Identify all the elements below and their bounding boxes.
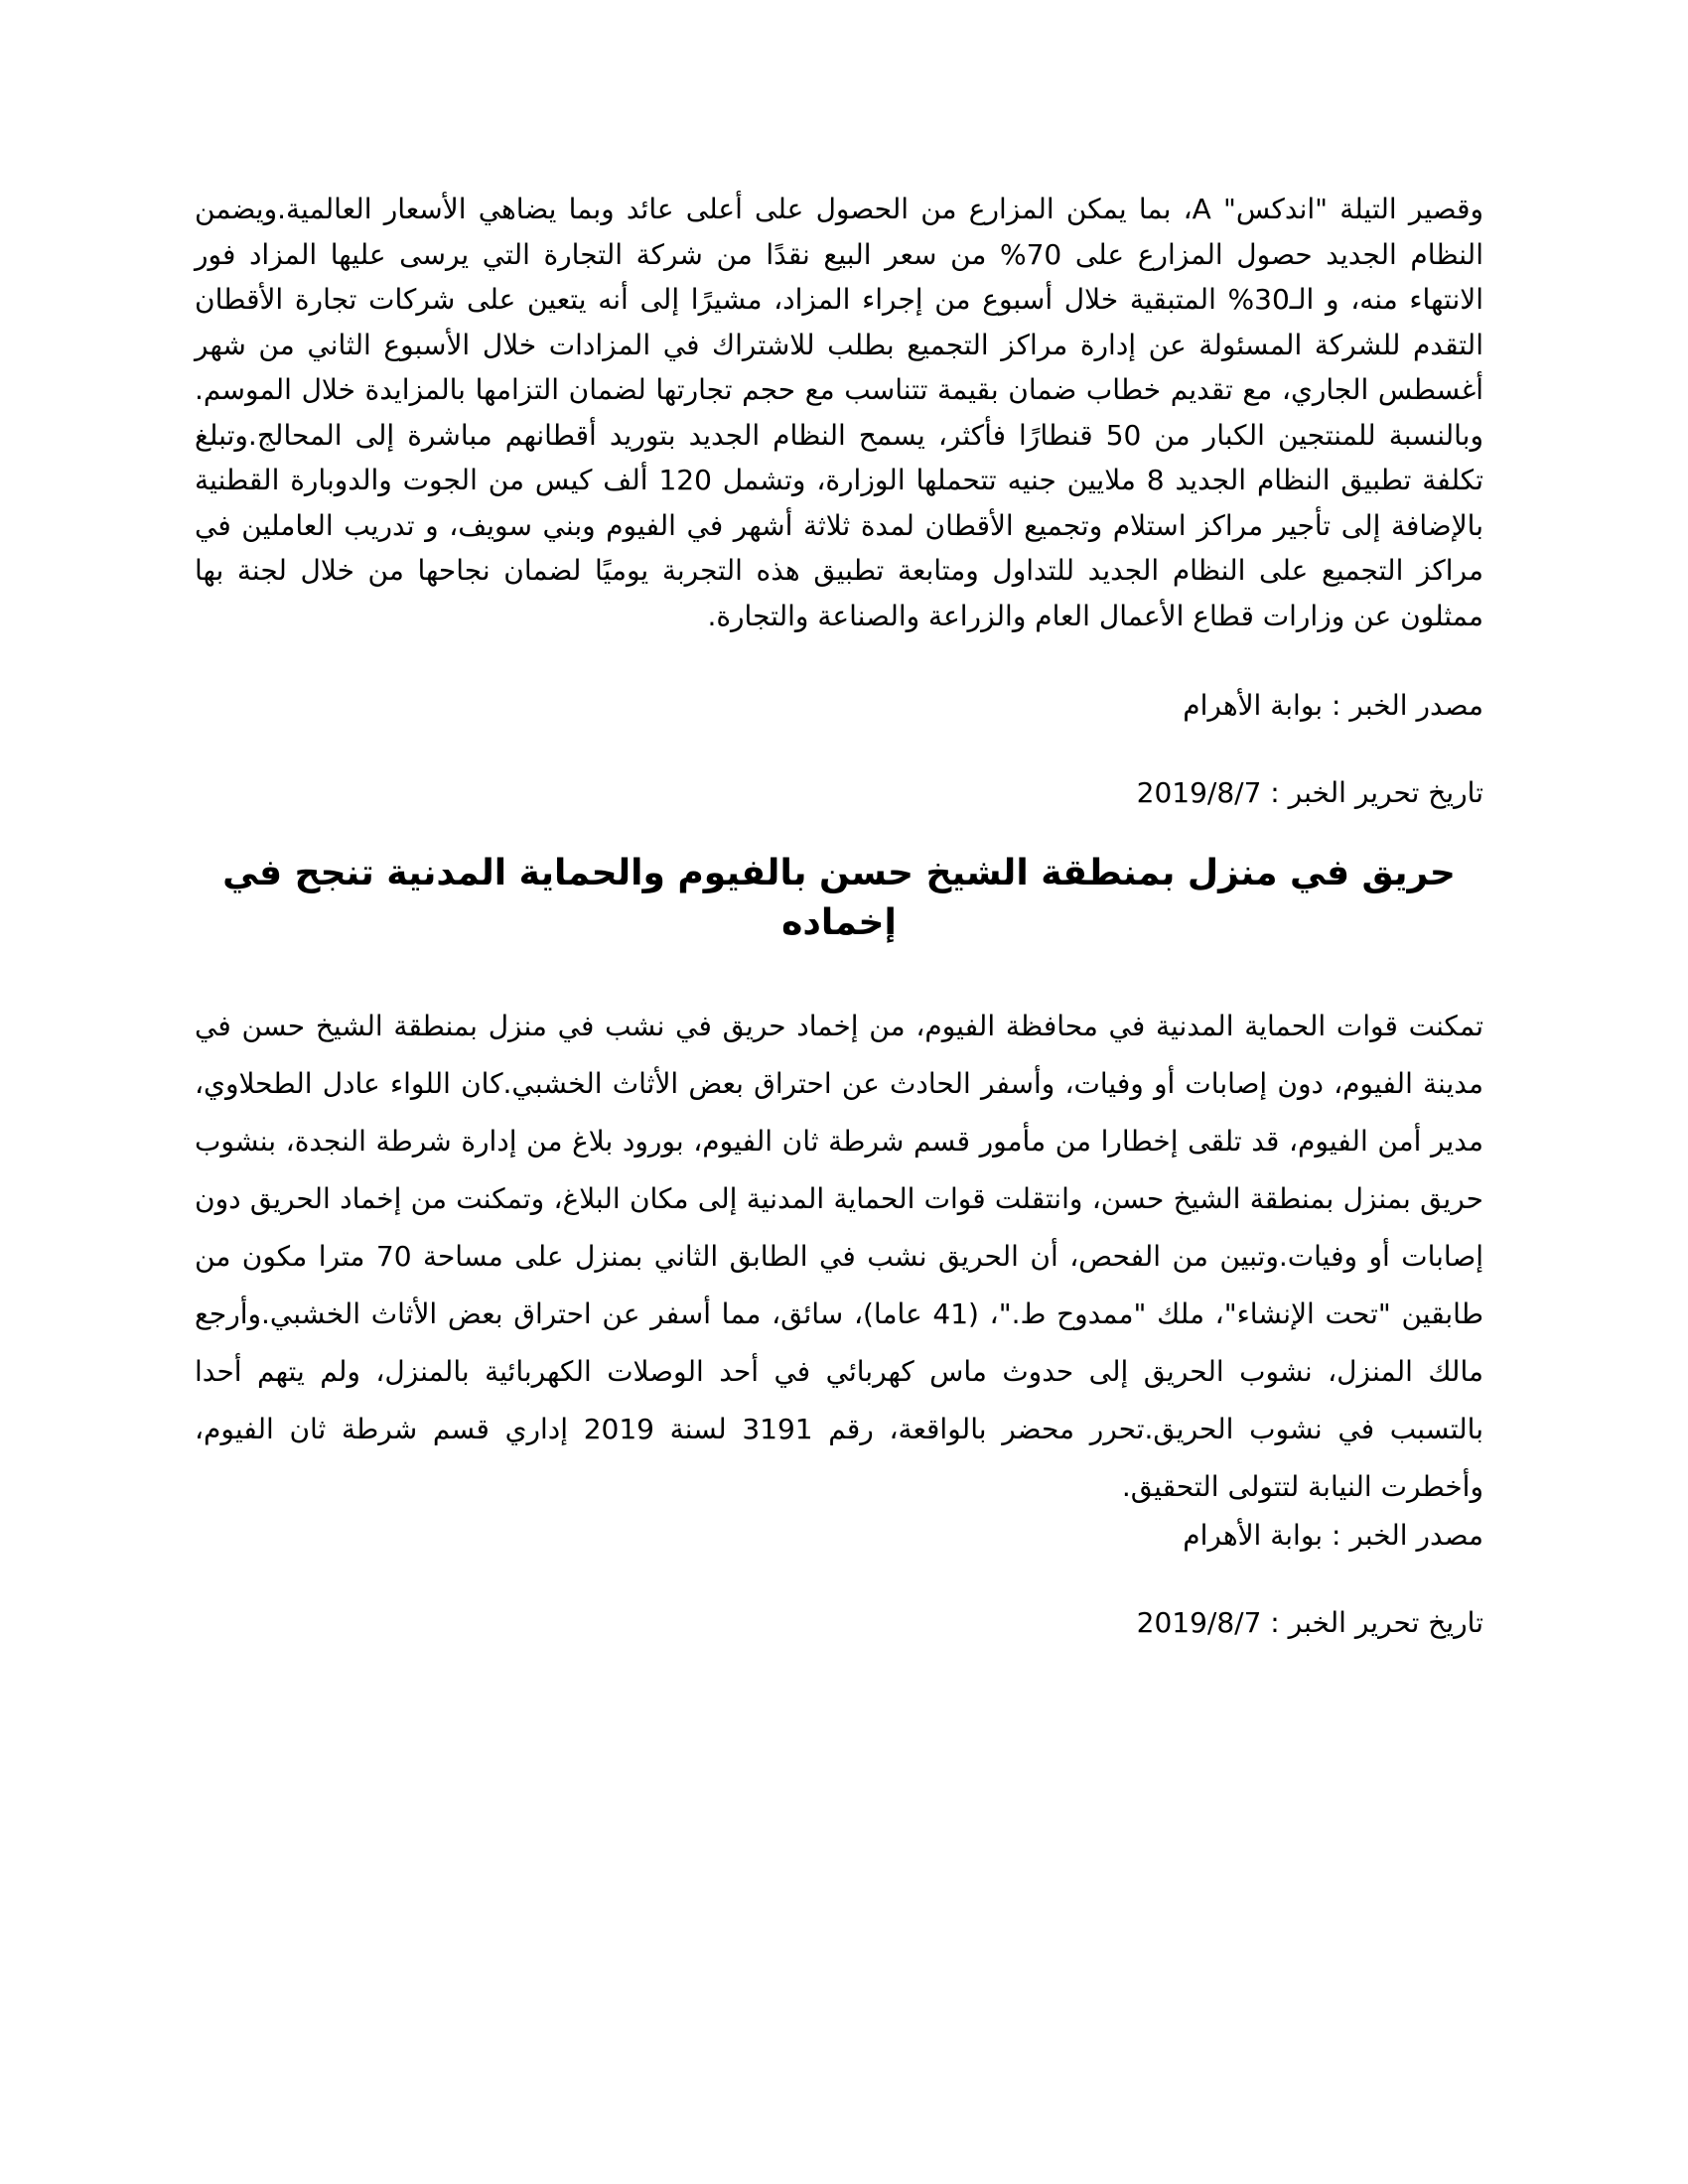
spacer [195, 726, 1483, 773]
article-1-source: مصدر الخبر : بوابة الأهرام [1183, 689, 1483, 722]
article-2-body: تمكنت قوات الحماية المدنية في محافظة الفيوم، من إخماد حريق في نشب في منزل بمنطقة الشيخ حسن في مدينة الفيوم، دون إصابات أو وفيات، وأسفر الحادث عن احتراق بعض الأثاث الخشبي.كان اللواء عادل الطحلاوي، مدير أمن الفيوم، قد تلقى إخطارا من مأمور قسم شرطة ثان الفيوم، بورود بلاغ من إدارة شرطة النجدة، بنشوب حريق بمنزل بمنطقة الشيخ حسن، وانتقلت قوات الحماية المدنية إلى مكان البلاغ، وتمكنت من إخماد الحريق دون إصابات أو وفيات.وتبين من الفحص، أن الحريق نشب في الطابق الثاني بمنزل على مساحة 70 مترا مكون من طابقين "تحت الإنشاء"، ملك "ممدوح ط."، (41 عاما)، سائق، مما أسفر عن احتراق بعض الأثاث الخشبي.وأرجع مالك المنزل، نشوب الحريق إلى حدوث ماس كهربائي في أحد الوصلات الكهربائية بالمنزل، ولم يتهم أحدا بالتسبب في نشوب الحريق.تحرر محضر بالواقعة، رقم 3191 لسنة 2019 إداري قسم شرطة ثان الفيوم، وأخطرت النيابة لتتولى التحقيق. [195, 1010, 1483, 1503]
spacer [195, 1556, 1483, 1603]
spacer [195, 813, 1483, 849]
document-page [195, 187, 1483, 1643]
spacer [195, 948, 1483, 998]
article-1-body: وقصير التيلة "اندكس" A، بما يمكن المزارع من الحصول على أعلى عائد وبما يضاهي الأسعار العالمية.ويضمن النظام الجديد حصول المزارع على 70% من سعر البيع نقدًا من شركة التجارة التي يرسى عليها المزاد فور الانتهاء منه، و الـ30% المتبقية خلال أسبوع من إجراء المزاد، مشيرًا إلى أنه يتعين على شركات تجارة الأقطان التقدم للشركة المسئولة عن إدارة مراكز التجميع بطلب للاشتراك في المزادات خلال الأسبوع الثاني من شهر أغسطس الجاري، مع تقديم خطاب ضمان بقيمة تتناسب مع حجم تجارتها لضمان التزامها بالمزايدة خلال الموسم. وبالنسبة للمنتجين الكبار من 50 قنطارًا فأكثر، يسمح النظام الجديد بتوريد أقطانهم مباشرة إلى المحالج.وتبلغ تكلفة تطبيق النظام الجديد 8 ملايين جنيه تتحملها الوزارة، وتشمل 120 ألف كيس من الجوت والدوبارة القطنية بالإضافة إلى تأجير مراكز استلام وتجميع الأقطان لمدة ثلاثة أشهر في الفيوم وبني سويف، و تدريب العاملين في مراكز التجميع على النظام الجديد للتداول ومتابعة تطبيق هذه التجربة يوميًا لضمان نجاحها من خلال لجنة بها ممثلون عن وزارات قطاع الأعمال العام والزراعة والصناعة والتجارة. [195, 193, 1483, 632]
article-2-date: تاريخ تحرير الخبر : 2019/8/7 [1136, 1606, 1483, 1639]
article-1-date: تاريخ تحرير الخبر : 2019/8/7 [1136, 776, 1483, 809]
article-2-title: حريق في منزل بمنطقة الشيخ حسن بالفيوم والحماية المدنية تنجح في إخماده [222, 853, 1456, 943]
spacer [195, 638, 1483, 686]
article-2-source: مصدر الخبر : بوابة الأهرام [1183, 1519, 1483, 1552]
